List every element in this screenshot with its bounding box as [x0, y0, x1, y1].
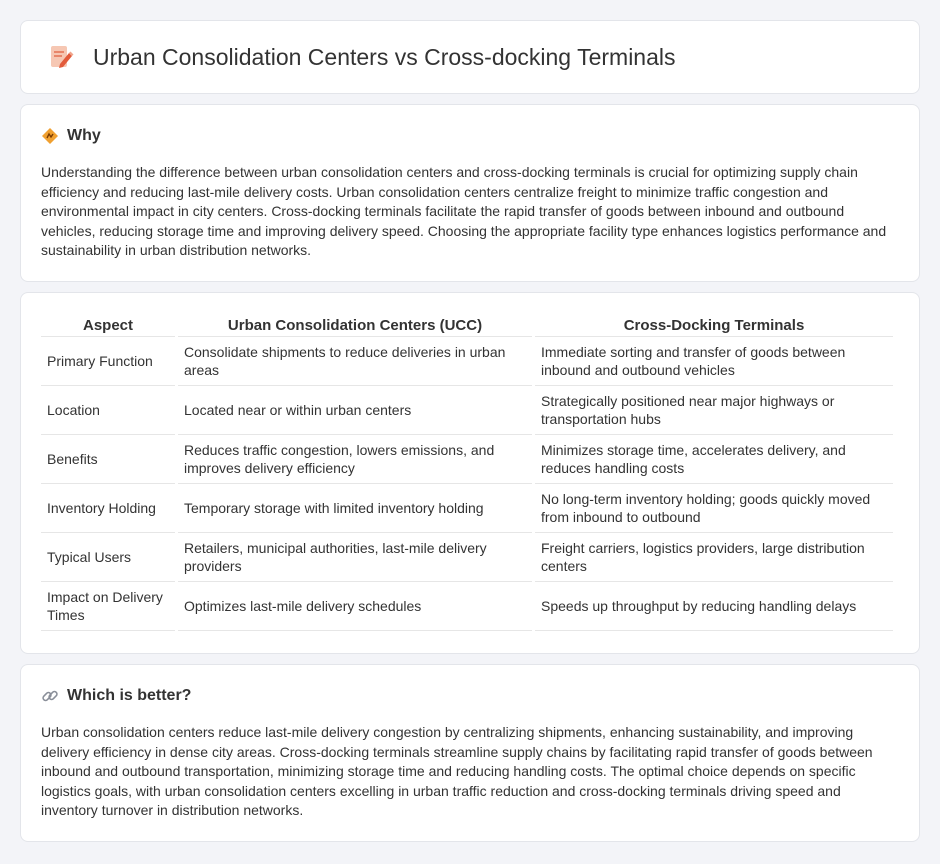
link-icon [41, 687, 59, 705]
row-ucc-value: Retailers, municipal authorities, last-mile delivery providers [178, 533, 532, 582]
column-header-ucc: Urban Consolidation Centers (UCC) [178, 313, 532, 337]
table-row [41, 435, 893, 484]
better-paragraph: Urban consolidation centers reduce last-mile delivery congestion by centralizing shipments, enhancing sustainability, and improving delivery efficiency in dense city areas. Cross-docking terminals streamline supply chains by facilitating rapid transfer of goods between inbound and outbound transportation, minimizing storage time and reducing handling costs. The optimal choice depends on specific logistics goals, with urban consolidation centers excelling in urban traffic reduction and cross-docking terminals driving speed and inventory turnover in distribution networks. [41, 724, 873, 818]
document-edit-icon [47, 43, 75, 71]
row-cross-docking-value: Freight carriers, logistics providers, large distribution centers [535, 533, 893, 582]
row-aspect: Typical Users [41, 533, 175, 582]
row-aspect: Inventory Holding [41, 484, 175, 533]
better-heading-text: Which is better? [67, 687, 192, 704]
row-ucc-value: Located near or within urban centers [178, 386, 532, 435]
row-cross-docking-value: Strategically positioned near major highways or transportation hubs [535, 386, 893, 435]
table-row [41, 484, 893, 533]
comparison-table [38, 313, 896, 631]
table-row [41, 582, 893, 631]
why-heading [41, 127, 899, 145]
column-header-cross-docking: Cross-Docking Terminals [535, 313, 893, 337]
row-cross-docking-value: No long-term inventory holding; goods quickly moved from inbound to outbound [535, 484, 893, 533]
page-title: Urban Consolidation Centers vs Cross-docking Terminals [93, 43, 676, 70]
row-ucc-value: Consolidate shipments to reduce deliveries in urban areas [178, 337, 532, 386]
comparison-section [20, 292, 920, 654]
why-section [20, 104, 920, 282]
table-header-row [41, 313, 893, 337]
diamond-sign-icon [41, 127, 59, 145]
row-aspect: Impact on Delivery Times [41, 582, 175, 631]
better-heading [41, 687, 899, 705]
column-header-aspect: Aspect [41, 313, 175, 337]
row-aspect: Benefits [41, 435, 175, 484]
row-ucc-value: Reduces traffic congestion, lowers emissions, and improves delivery efficiency [178, 435, 532, 484]
title-card [20, 20, 920, 94]
why-paragraph: Understanding the difference between urban consolidation centers and cross-docking terminals is crucial for optimizing supply chain efficiency and reducing last-mile delivery costs. Urban consolidation centers centralize freight to minimize traffic congestion and environmental impact in city centers. Cross-docking terminals facilitate the rapid transfer of goods between inbound and outbound vehicles, reducing storage time and improving delivery speed. Choosing the appropriate facility type enhances logistics performance and sustainability in urban distribution networks. [41, 164, 887, 258]
table-row [41, 386, 893, 435]
why-heading-text: Why [67, 127, 101, 144]
row-ucc-value: Optimizes last-mile delivery schedules [178, 582, 532, 631]
row-cross-docking-value: Speeds up throughput by reducing handling delays [535, 582, 893, 631]
row-cross-docking-value: Immediate sorting and transfer of goods between inbound and outbound vehicles [535, 337, 893, 386]
row-aspect: Location [41, 386, 175, 435]
table-row [41, 533, 893, 582]
row-aspect: Primary Function [41, 337, 175, 386]
row-cross-docking-value: Minimizes storage time, accelerates delivery, and reduces handling costs [535, 435, 893, 484]
table-row [41, 337, 893, 386]
row-ucc-value: Temporary storage with limited inventory holding [178, 484, 532, 533]
which-is-better-section [20, 664, 920, 842]
